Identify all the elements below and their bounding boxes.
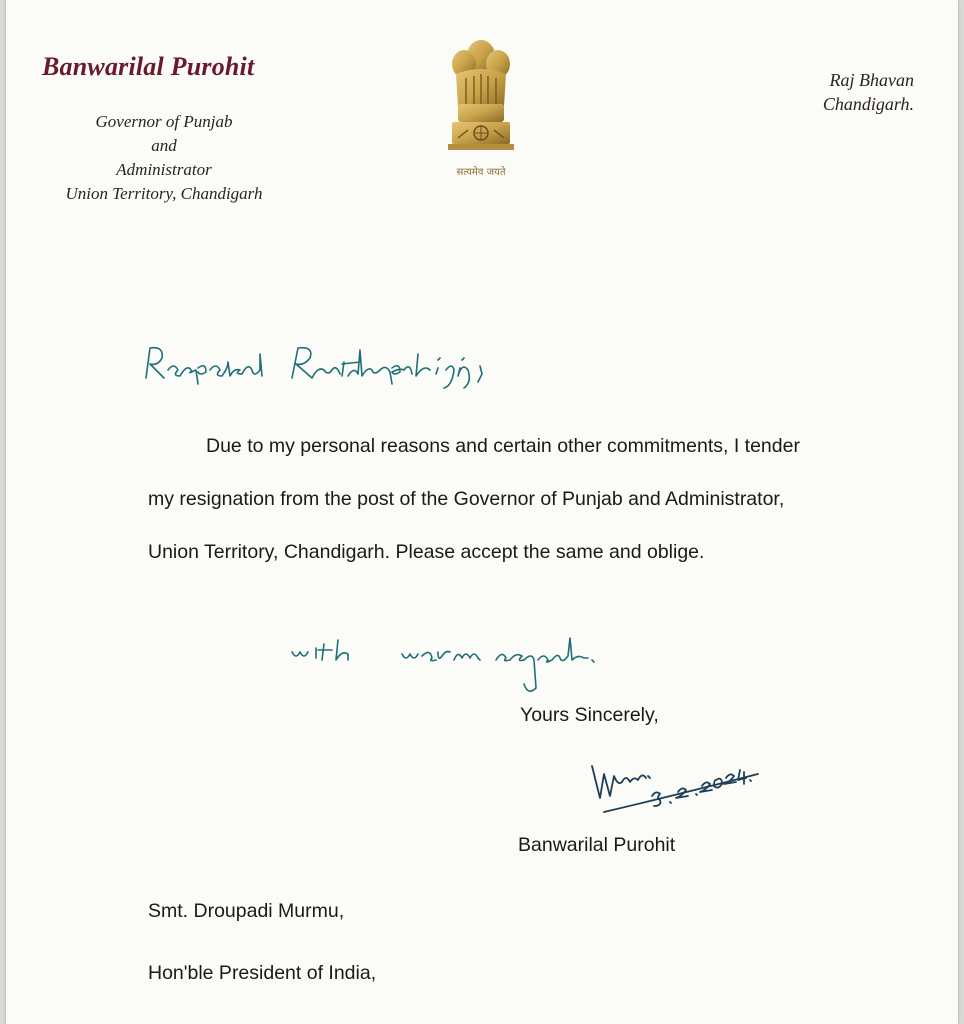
letterhead-address [823, 68, 914, 116]
emblem-motto: सत्यमेव जयते [456, 167, 506, 178]
salutation-handwriting [142, 340, 522, 390]
lion-capital-icon [436, 34, 526, 162]
letterhead-title-line: Union Territory, Chandigarh [65, 184, 263, 203]
handwritten-salutation [142, 340, 522, 390]
national-emblem [436, 34, 526, 184]
letterhead-sender-name: Banwarilal Purohit [42, 52, 255, 81]
handwritten-closing [286, 630, 626, 700]
letterhead-titles [36, 110, 292, 206]
address-line: Raj Bhavan [829, 70, 914, 90]
closing-handwriting [286, 630, 626, 700]
letterhead-title-line: Governor of Punjab [95, 112, 233, 131]
recipient-title: Hon'ble President of India, [148, 962, 377, 984]
letter-body-paragraph: Due to my personal reasons and certain other commitments, I tender my resignation from the post of the Governor of Punjab and Administrator, Union Territory, Chandigarh. Please accept the same and oblige. [148, 435, 800, 563]
signer-name: Banwarilal Purohit [518, 834, 676, 856]
letter-page [6, 0, 958, 1024]
address-line: Chandigarh. [822, 94, 914, 114]
recipient-name: Smt. Droupadi Murmu, [148, 900, 345, 922]
sign-off: Yours Sincerely, [520, 704, 659, 726]
signature-mark [582, 752, 772, 832]
letterhead-title-line: and [151, 136, 177, 155]
handwritten-signature [582, 752, 772, 832]
letterhead-title-line: Administrator [116, 160, 212, 179]
letter-body [148, 420, 828, 579]
